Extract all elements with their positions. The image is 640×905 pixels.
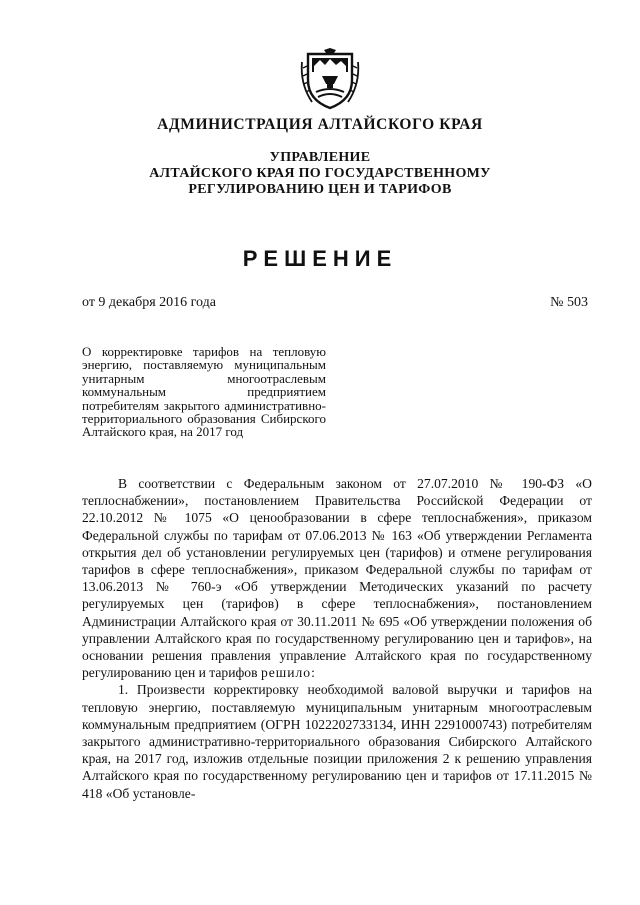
altai-krai-coat-of-arms-icon [300,48,360,110]
paragraph-text: В соответствии с Федеральным законом от 27.07.2010 № 190-ФЗ «О теплоснабжении», постановлением Правительства Российской Федерации от 22.10.2012 № 1075 «О ценообразовании в сфере теплоснабжения», приказом Федеральной службы по тарифам от 07.06.2013 № 163 «Об утверждении Регламента открытия дел об установлении регулируемых цен (тарифов) и отмене регулирования тарифов в сфере теплоснабжения», приказом Федеральной службы по тарифам от 13.06.2013 № 760-э «Об утверждении Методических указаний по расчету регулируемых цен (тарифов) в сфере теплоснабжения», постановлением Администрации Алтайского края от 30.11.2011 № 695 «Об утверждении положения об управлении Алтайского края по государственному регулированию цен и тарифов», на основании решения правления управление Алтайского края по государственному регулированию цен и тарифов [82,476,592,681]
document-title: РЕШЕНИЕ [242,246,398,271]
document-body [82,475,592,802]
document-number: № 503 [550,295,588,310]
body-paragraph: 1. Произвести корректировку необходимой валовой выручки и тарифов на тепловую энергию, поставляемую муниципальным унитарным многоотраслевым коммунальным предприятием (ОГРН 1022202733134, ИНН 2291000743) потребителям закрытого административно-территориального образования Сибирского Алтайского края, на 2017 год, изложив отдельные позиции приложения 2 к решению управления Алтайского края по государственному регулированию цен и тарифов от 17.11.2015 № 418 «Об установле- [82,682,592,801]
department-line: УПРАВЛЕНИЕ [269,150,371,165]
department-line: РЕГУЛИРОВАНИЮ ЦЕН И ТАРИФОВ [188,182,452,197]
decision-word: решило: [260,665,316,681]
document-date: от 9 декабря 2016 года [82,295,216,310]
department-heading [0,150,640,198]
document-subject: О корректировке тарифов на тепловую энергию, поставляемую муниципальным унитарным многоотраслевым коммунальным предприятием потребителям закрытого административно-территориального образования Сибирского Алтайского края, на 2017 год [82,344,326,440]
department-line: АЛТАЙСКОГО КРАЯ ПО ГОСУДАРСТВЕННОМУ [149,166,491,181]
administration-heading: АДМИНИСТРАЦИЯ АЛТАЙСКОГО КРАЯ [157,116,483,133]
body-paragraph [82,475,592,681]
